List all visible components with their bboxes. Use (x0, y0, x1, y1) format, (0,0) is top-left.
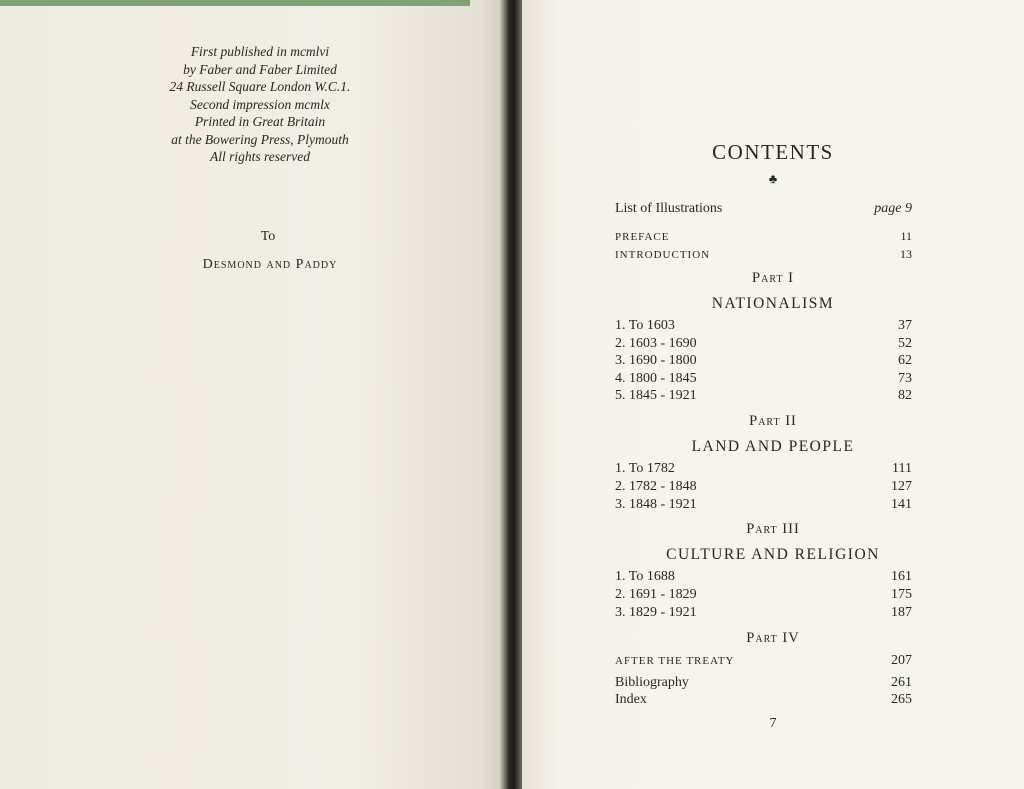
toc-label: 1. To 1603 (615, 318, 675, 333)
imprint-line: 24 Russell Square London W.C.1. (169, 79, 351, 94)
cover-edge (0, 0, 470, 6)
toc-page: 13 (900, 247, 912, 261)
toc-row (615, 479, 912, 499)
toc-page: 161 (891, 569, 912, 584)
page-number: 7 (769, 716, 777, 731)
toc-page: 207 (891, 653, 912, 668)
toc-label: AFTER THE TREATY (615, 655, 735, 667)
toc-page: 111 (892, 461, 912, 476)
toc-row (615, 605, 912, 625)
toc-page: 265 (891, 692, 912, 707)
part-label: Part II (749, 413, 797, 429)
toc-row (615, 569, 912, 589)
toc-label: List of Illustrations (615, 201, 723, 216)
toc-label: 3. 1848 - 1921 (615, 497, 697, 512)
dedication-names: Desmond and Paddy (202, 257, 338, 272)
toc-label: PREFACE (615, 231, 670, 243)
toc-row (615, 318, 912, 338)
toc-page: 141 (891, 497, 912, 512)
toc-label: Index (615, 692, 647, 707)
dedication-to: To (260, 229, 276, 244)
part-title: CULTURE AND RELIGION (666, 546, 880, 563)
toc-row (615, 497, 912, 517)
toc-label: 4. 1800 - 1845 (615, 371, 697, 386)
toc-page: 187 (891, 605, 912, 620)
part-label: Part IV (746, 630, 800, 646)
toc-page: page 9 (874, 201, 912, 216)
part-label: Part I (752, 270, 794, 286)
toc-label: 2. 1691 - 1829 (615, 587, 697, 602)
toc-page: 11 (900, 229, 912, 243)
part-title: NATIONALISM (711, 295, 835, 312)
imprint-line: by Faber and Faber Limited (183, 61, 337, 77)
toc-page: 62 (898, 353, 912, 368)
toc-row (615, 353, 912, 373)
toc-label: 3. 1829 - 1921 (615, 605, 697, 620)
toc-row (615, 201, 912, 221)
imprint-line: Printed in Great Britain (194, 114, 326, 129)
toc-label: Bibliography (615, 675, 689, 690)
contents-title: CONTENTS (712, 140, 834, 164)
toc-label: INTRODUCTION (615, 249, 711, 261)
toc-label: 2. 1782 - 1848 (615, 479, 697, 494)
toc-page: 82 (898, 388, 912, 403)
toc-page: 261 (891, 675, 912, 690)
left-page (0, 0, 506, 789)
toc-page: 37 (898, 318, 912, 333)
toc-row (615, 388, 912, 408)
toc-label: 5. 1845 - 1921 (615, 388, 697, 403)
toc-page: 127 (891, 479, 912, 494)
imprint-line: First published in mcmlvi (190, 44, 330, 59)
toc-row (615, 229, 912, 249)
toc-row (615, 587, 912, 607)
toc-label: 1. To 1782 (615, 461, 675, 476)
toc-page: 73 (898, 371, 912, 386)
toc-label: 2. 1603 - 1690 (615, 336, 697, 351)
toc-label: 3. 1690 - 1800 (615, 353, 697, 368)
toc-label: 1. To 1688 (615, 569, 675, 584)
imprint-line: at the Bowering Press, Plymouth (171, 131, 349, 147)
toc-row (615, 653, 912, 673)
toc-row (615, 247, 912, 267)
right-page (522, 0, 1024, 789)
toc-row (615, 692, 912, 712)
imprint-block (150, 43, 370, 166)
toc-page: 52 (898, 336, 912, 351)
imprint-line: All rights reserved (210, 149, 310, 164)
imprint-line: Second impression mcmlx (190, 96, 330, 112)
toc-page: 175 (891, 587, 912, 602)
part-title: LAND AND PEOPLE (691, 438, 855, 455)
clover-ornament-icon: ♣ (768, 171, 778, 186)
part-label: Part III (746, 521, 800, 537)
toc-row (615, 461, 912, 481)
